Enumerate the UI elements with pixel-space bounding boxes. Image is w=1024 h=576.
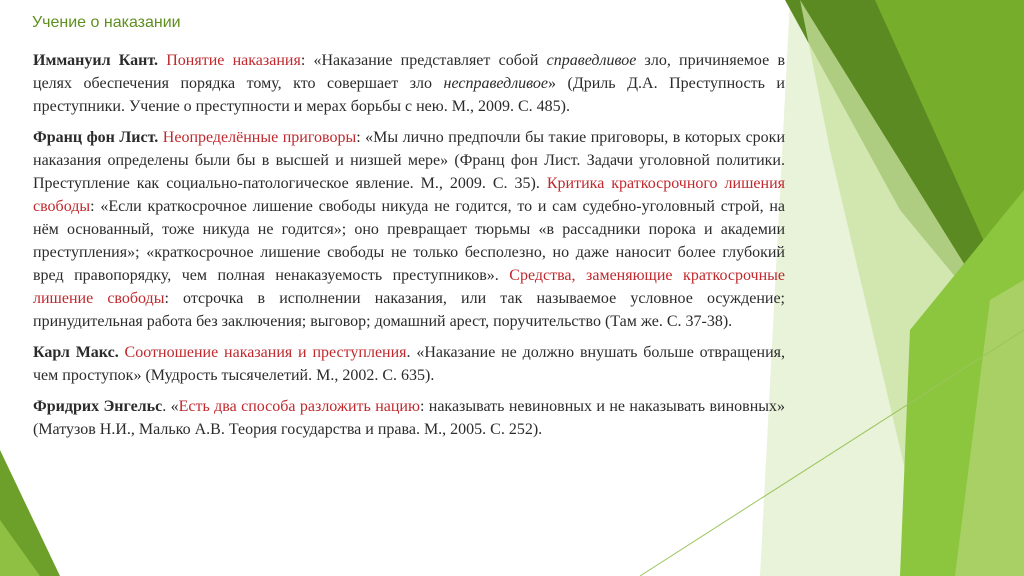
text: : наказывать невиновных и не наказывать виновных» (Матузов Н.И., Малько А.В. Теория государства и права. М., 2005. С. 252). bbox=[33, 398, 786, 438]
topic-liszt-2: Критика краткосрочного лишения свободы bbox=[33, 175, 786, 215]
author-engels: Фридрих Энгельс bbox=[33, 398, 163, 415]
topic-engels: Есть два способа разложить нацию bbox=[178, 398, 420, 415]
text: : «Мы лично предпочли бы такие приговоры, в которых сроки наказания определены были бы в высшей и низшей мере» (Франц фон Лист. Задачи уголовной политики. Преступление как социально-патологическое явление. М., 2009. С. 35). bbox=[33, 129, 786, 192]
emphasis-text: справедливое bbox=[546, 52, 637, 69]
text: : «Наказание представляет собой bbox=[300, 52, 547, 69]
text: . « bbox=[162, 398, 179, 415]
paragraph-kant bbox=[33, 49, 785, 118]
author-kant: Иммануил Кант. bbox=[33, 52, 159, 69]
paragraph-engels bbox=[33, 395, 785, 441]
topic-kant: Понятие наказания bbox=[166, 52, 301, 69]
content-body bbox=[33, 49, 785, 449]
text: : «Если краткосрочное лишение свободы никуда не годится, то и сам судебно-уголовный строй, на нём основанный, тоже никуда не годится»; оно превращает тюрьмы «в рассадники порока и академии преступления»; «краткосрочное лишение свободы не только бесполезно, но даже наносит более глубокий вред правопорядку, чем полная ненаказуемость преступников». bbox=[33, 198, 785, 284]
text: зло, причиняемое в целях обеспечения порядка тому, кто совершает зло bbox=[33, 52, 785, 92]
topic-liszt-3: Средства, заменяющие краткосрочные лишение свободы bbox=[33, 267, 786, 307]
emphasis-text: несправедливое bbox=[443, 75, 548, 92]
topic-marx: Соотношение наказания и преступления bbox=[124, 344, 407, 361]
author-marx: Карл Макс. bbox=[33, 344, 119, 361]
topic-liszt-1: Неопределённые приговоры bbox=[162, 129, 357, 146]
paragraph-liszt bbox=[33, 126, 785, 333]
page-title: Учение о наказании bbox=[32, 14, 181, 31]
paragraph-marx bbox=[33, 341, 785, 387]
text: » (Дриль Д.А. Преступность и преступники. Учение о преступности и мерах борьбы с нею. М., 2009. С. 485). bbox=[33, 75, 785, 115]
author-liszt: Франц фон Лист. bbox=[33, 129, 159, 146]
text: : отсрочка в исполнении наказания, или так называемое условное осуждение; принудительная работа без заключения; выговор; домашний арест, поручительство (Там же. С. 37-38). bbox=[33, 290, 785, 330]
text: . «Наказание не должно внушать больше отвращения, чем проступок» (Мудрость тысячелетий. М., 2002. С. 635). bbox=[33, 344, 785, 384]
